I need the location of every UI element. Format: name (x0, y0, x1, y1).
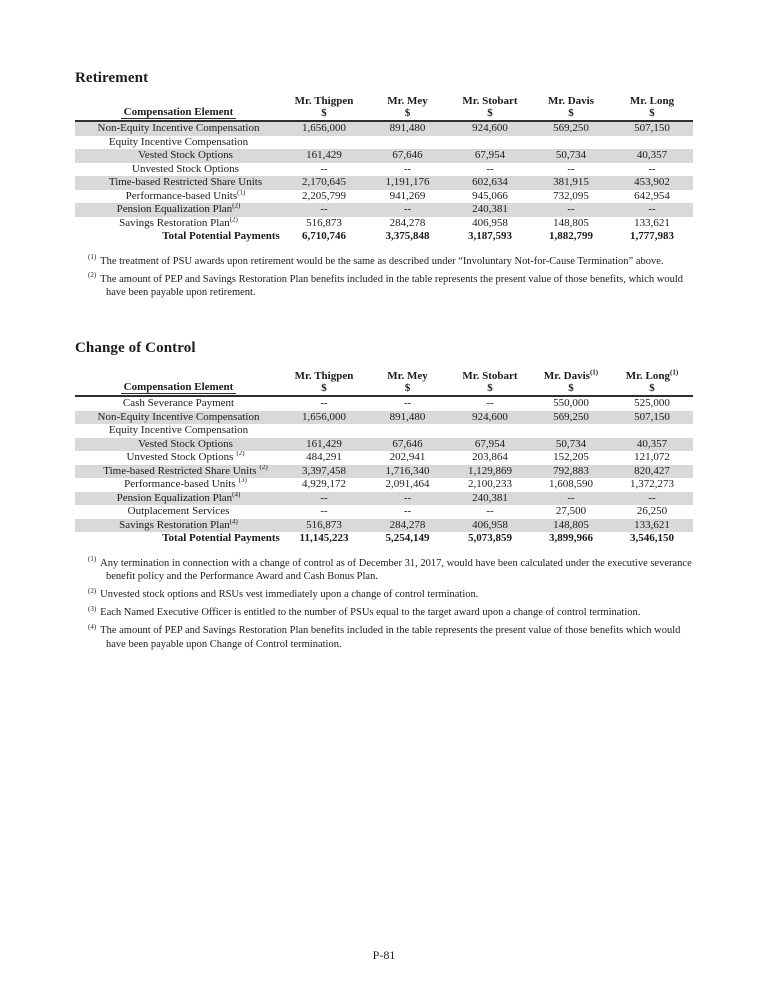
cell-value: 2,205,799 (302, 189, 346, 202)
cell-value: 3,187,593 (468, 230, 512, 242)
table-row (75, 190, 693, 204)
cell-value: -- (567, 162, 575, 175)
cell-value: -- (403, 162, 412, 175)
column-unit: $ (487, 107, 493, 119)
cell-value: 732,095 (553, 189, 589, 202)
officer-name: Mr. Mey (387, 95, 428, 107)
cell-value: 284,278 (389, 518, 426, 531)
footnote-text: Any termination in connection with a change of control as of December 31, 2017, would have been calculated under the executive severance benefit policy and the Performance Award and Cash Bonus Plan. (100, 557, 692, 582)
row-label-text: Time-based Restricted Share Units (108, 176, 263, 188)
cell-value: 3,546,150 (630, 532, 674, 544)
column-header (449, 370, 531, 396)
officer-name: Mr. Davis (543, 370, 590, 382)
row-label (75, 519, 282, 533)
cell-value: 1,372,273 (630, 478, 674, 490)
cell-value: 2,100,233 (468, 478, 512, 490)
cell-value: 924,600 (472, 122, 508, 134)
column-unit: $ (404, 382, 411, 394)
officer-name: Mr. Thigpen (294, 95, 354, 107)
column-header-name (282, 95, 366, 107)
cell-value (282, 424, 366, 438)
row-label (75, 121, 282, 136)
cell-value: 3,899,966 (549, 532, 593, 544)
cell-value: 2,170,645 (302, 176, 346, 188)
row-label (75, 465, 282, 479)
column-unit: $ (649, 107, 655, 119)
footnote-marker: (1) (88, 555, 97, 563)
cell-value: 5,254,149 (385, 532, 430, 544)
cell-value: 67,646 (392, 149, 423, 161)
cell-value: -- (486, 162, 494, 175)
change-of-control-table (75, 370, 693, 546)
footnote (88, 606, 693, 620)
footnote (88, 557, 693, 584)
cell-value: 133,621 (634, 518, 670, 531)
row-label-text: Performance-based Units (125, 189, 238, 202)
cell-value: -- (567, 203, 575, 215)
cell-value: 1,882,799 (549, 230, 593, 242)
row-label (75, 451, 282, 465)
footnote-marker: (2) (88, 271, 97, 279)
cell-value: 5,073,859 (468, 532, 512, 544)
row-label (75, 505, 282, 519)
cell-value: 203,864 (472, 451, 508, 463)
cell-value: 1,608,590 (549, 478, 593, 490)
column-header (282, 95, 366, 121)
row-label-text: Unvested Stock Options (126, 451, 234, 463)
footnote-ref: (2) (236, 451, 245, 458)
cell-value: 148,805 (553, 216, 589, 229)
cell-value: 1,656,000 (302, 122, 346, 134)
cell-value: -- (403, 203, 412, 215)
retirement-footnotes (75, 255, 693, 300)
table-row (75, 424, 693, 438)
officer-name: Mr. Long (629, 95, 675, 107)
footnote-ref: (4) (232, 491, 241, 498)
footnote-text: Each Named Executive Officer is entitled to the number of PSUs equal to the target award upon a change of control termination. (100, 607, 641, 618)
column-header (449, 95, 531, 121)
column-unit: $ (404, 107, 411, 119)
table-row (75, 217, 693, 231)
cell-value: 792,883 (553, 464, 589, 477)
cell-value: 516,873 (306, 518, 342, 531)
cell-value: 40,357 (636, 149, 668, 161)
cell-value: 381,915 (553, 176, 589, 188)
row-label-text: Equity Incentive Compensation (108, 424, 249, 436)
cell-value: -- (486, 397, 494, 409)
cell-value: -- (567, 491, 575, 504)
footnote-text: The amount of PEP and Savings Restoration Plan benefits included in the table represents the present value of those benefits, which would have been payable upon retirement. (100, 273, 683, 298)
row-label (75, 149, 282, 163)
row-label (75, 203, 282, 217)
change-of-control-section (75, 304, 693, 651)
cell-value: 945,066 (472, 189, 508, 202)
change-of-control-title: Change of Control (75, 340, 196, 356)
page-number: P-81 (372, 948, 396, 962)
row-label (75, 217, 282, 231)
cell-value: 507,150 (634, 410, 670, 423)
cell-value (449, 136, 531, 150)
column-unit: $ (487, 382, 493, 394)
retirement-table (75, 95, 693, 244)
element-column-header (75, 370, 282, 396)
table-row (75, 136, 693, 150)
officer-name: Mr. Stobart (462, 95, 518, 107)
row-label-text: Savings Restoration Plan (119, 216, 230, 229)
row-label-text: Equity Incentive Compensation (108, 135, 249, 148)
cell-value (366, 424, 449, 438)
row-label (75, 532, 282, 546)
change-of-control-footnotes (75, 557, 693, 652)
cell-value: 507,150 (634, 122, 670, 134)
column-header (282, 370, 366, 396)
row-label-text: Total Potential Payments (162, 532, 280, 544)
cell-value: 148,805 (553, 518, 589, 531)
table-row (75, 438, 693, 452)
column-header-name (366, 95, 449, 107)
cell-value: 3,375,848 (385, 230, 430, 242)
row-label-text: Total Potential Payments (162, 230, 280, 242)
cell-value: 1,716,340 (385, 464, 430, 477)
table-row (75, 163, 693, 177)
row-label (75, 396, 282, 411)
column-unit: $ (321, 107, 327, 119)
cell-value: 161,429 (306, 437, 342, 450)
column-header (531, 370, 611, 396)
cell-value: -- (320, 162, 328, 175)
cell-value: 924,600 (472, 410, 508, 423)
table-row (75, 478, 693, 492)
cell-value: 1,777,983 (630, 230, 674, 242)
cell-value: 40,357 (636, 437, 668, 450)
column-header (366, 95, 449, 121)
element-column-header (75, 95, 282, 121)
row-label (75, 190, 282, 204)
cell-value: 67,954 (474, 437, 506, 450)
cell-value: 121,072 (634, 451, 670, 463)
cell-value: 602,634 (472, 176, 508, 188)
footnote (88, 624, 693, 651)
table-row (75, 505, 693, 519)
cell-value: 133,621 (634, 216, 670, 229)
table-row (75, 492, 693, 506)
table-row (75, 519, 693, 533)
table-row (75, 451, 693, 465)
column-header (611, 370, 693, 396)
cell-value: 406,958 (472, 518, 508, 531)
column-header-name (531, 370, 611, 382)
cell-value: 27,500 (555, 505, 587, 517)
cell-value: -- (320, 203, 328, 215)
officer-name: Mr. Stobart (462, 370, 518, 382)
cell-value: 2,091,464 (385, 478, 430, 490)
cell-value: 820,427 (634, 464, 670, 477)
row-label-text: Non-Equity Incentive Compensation (97, 122, 260, 134)
footnote-text: The treatment of PSU awards upon retirement would be the same as described under “Involuntary Not-for-Cause Termination” above. (100, 255, 664, 267)
cell-value: 6,710,746 (302, 230, 346, 242)
cell-value: 569,250 (553, 410, 589, 423)
footnote-ref: (1) (589, 368, 599, 377)
footnote (88, 255, 693, 269)
footnote-marker: (3) (88, 604, 97, 613)
footnote-ref: (4) (229, 518, 238, 525)
row-label-text: Performance-based Units (124, 478, 236, 490)
column-unit: $ (649, 382, 655, 394)
row-label-text: Pension Equalization Plan (116, 491, 233, 504)
table-row (75, 532, 693, 546)
cell-value: -- (403, 505, 412, 517)
cell-value: -- (486, 505, 494, 517)
row-label-text: Outplacement Services (127, 505, 230, 517)
table-row (75, 149, 693, 163)
cell-value: 1,656,000 (302, 410, 346, 423)
cell-value: 550,000 (553, 397, 589, 409)
cell-value: 240,381 (472, 491, 508, 504)
footnote-text: The amount of PEP and Savings Restoration Plan benefits included in the table represents the present value of those benefits which would have been payable upon Change of Control termination. (100, 625, 681, 650)
row-label-text: Savings Restoration Plan (119, 518, 230, 531)
cell-value: 152,205 (553, 451, 589, 463)
column-header-name (282, 370, 366, 382)
footnote-marker: (2) (88, 586, 97, 595)
cell-value: 941,269 (389, 189, 426, 202)
cell-value: 50,734 (555, 149, 587, 161)
table-row (75, 203, 693, 217)
column-header (611, 95, 693, 121)
cell-value: 3,397,458 (302, 464, 346, 477)
cell-value: 67,646 (392, 437, 423, 450)
cell-value: 161,429 (306, 149, 342, 161)
cell-value (366, 136, 449, 150)
footnote-marker: (1) (88, 253, 97, 261)
column-unit: $ (321, 382, 327, 394)
footnote (88, 588, 693, 602)
cell-value: 891,480 (389, 122, 426, 134)
retirement-section (75, 0, 693, 300)
row-label-text: Unvested Stock Options (132, 162, 239, 175)
cell-value: -- (403, 397, 412, 409)
column-header-name (611, 370, 693, 382)
cell-value: -- (648, 162, 656, 175)
cell-value: 67,954 (474, 149, 506, 161)
row-label-text: Cash Severance Payment (122, 397, 235, 409)
column-header (366, 370, 449, 396)
footnote-ref: (1) (670, 368, 679, 377)
row-label-text: Time-based Restricted Share Units (103, 464, 257, 477)
cell-value: 891,480 (389, 410, 426, 423)
row-label (75, 176, 282, 190)
footnote-text: Unvested stock options and RSUs vest immediately upon a change of control termination. (100, 589, 479, 600)
cell-value: -- (403, 491, 412, 504)
cell-value: 11,145,223 (299, 532, 349, 544)
cell-value (282, 136, 366, 150)
cell-value: 202,941 (389, 451, 426, 463)
cell-value: -- (648, 491, 656, 504)
row-label (75, 163, 282, 177)
cell-value: 284,278 (389, 216, 426, 229)
column-header-name (366, 370, 449, 382)
element-header-label: Compensation Element (121, 381, 237, 394)
row-label (75, 438, 282, 452)
footnote-ref: (2) (259, 464, 268, 471)
cell-value: 642,954 (634, 189, 670, 202)
element-header-label: Compensation Element (121, 106, 237, 119)
row-label (75, 424, 282, 438)
row-label (75, 136, 282, 150)
table-row (75, 465, 693, 479)
officer-name: Mr. Long (625, 370, 671, 382)
cell-value: 569,250 (553, 122, 589, 134)
cell-value: 406,958 (472, 216, 508, 229)
cell-value (611, 424, 693, 438)
row-label (75, 478, 282, 492)
footnote-ref: (2) (232, 203, 241, 210)
officer-name: Mr. Davis (547, 95, 595, 107)
footnote-marker: (4) (88, 622, 97, 631)
row-label (75, 230, 282, 244)
cell-value: 516,873 (306, 216, 342, 229)
cell-value: 50,734 (555, 437, 587, 450)
footnote (88, 273, 693, 300)
cell-value (611, 136, 693, 150)
cell-value (449, 424, 531, 438)
cell-value (531, 136, 611, 150)
officer-name: Mr. Thigpen (294, 370, 354, 382)
cell-value (531, 424, 611, 438)
officer-name: Mr. Mey (387, 370, 428, 382)
table-row (75, 411, 693, 425)
cell-value: -- (320, 505, 328, 517)
table-row (75, 121, 693, 136)
row-label (75, 411, 282, 425)
cell-value: 240,381 (472, 203, 508, 215)
header-row (75, 370, 693, 396)
cell-value: 1,191,176 (385, 176, 430, 188)
footnote-ref: (3) (238, 478, 247, 485)
footnote-ref: (2) (229, 216, 238, 223)
cell-value: 26,250 (636, 505, 668, 517)
cell-value: 453,902 (634, 176, 670, 188)
cell-value: 525,000 (634, 397, 670, 409)
header-row (75, 95, 693, 121)
column-header-name (449, 95, 531, 107)
cell-value: -- (648, 203, 656, 215)
table-row (75, 396, 693, 411)
row-label (75, 492, 282, 506)
column-unit: $ (568, 107, 574, 119)
row-label-text: Vested Stock Options (138, 437, 233, 450)
retirement-title: Retirement (75, 70, 149, 86)
column-header-name (449, 370, 531, 382)
cell-value: 4,929,172 (302, 478, 346, 490)
row-label-text: Non-Equity Incentive Compensation (97, 410, 260, 423)
row-label-text: Pension Equalization Plan (116, 203, 233, 215)
column-header-name (531, 95, 611, 107)
footnote-ref: (1) (237, 189, 246, 196)
table-row (75, 176, 693, 190)
cell-value: -- (320, 397, 328, 409)
cell-value: 484,291 (306, 451, 342, 463)
row-label-text: Vested Stock Options (138, 149, 233, 161)
cell-value: 1,129,869 (468, 464, 512, 477)
column-header (531, 95, 611, 121)
column-header-name (611, 95, 693, 107)
cell-value: -- (320, 491, 328, 504)
column-unit: $ (568, 382, 574, 394)
table-row (75, 230, 693, 244)
